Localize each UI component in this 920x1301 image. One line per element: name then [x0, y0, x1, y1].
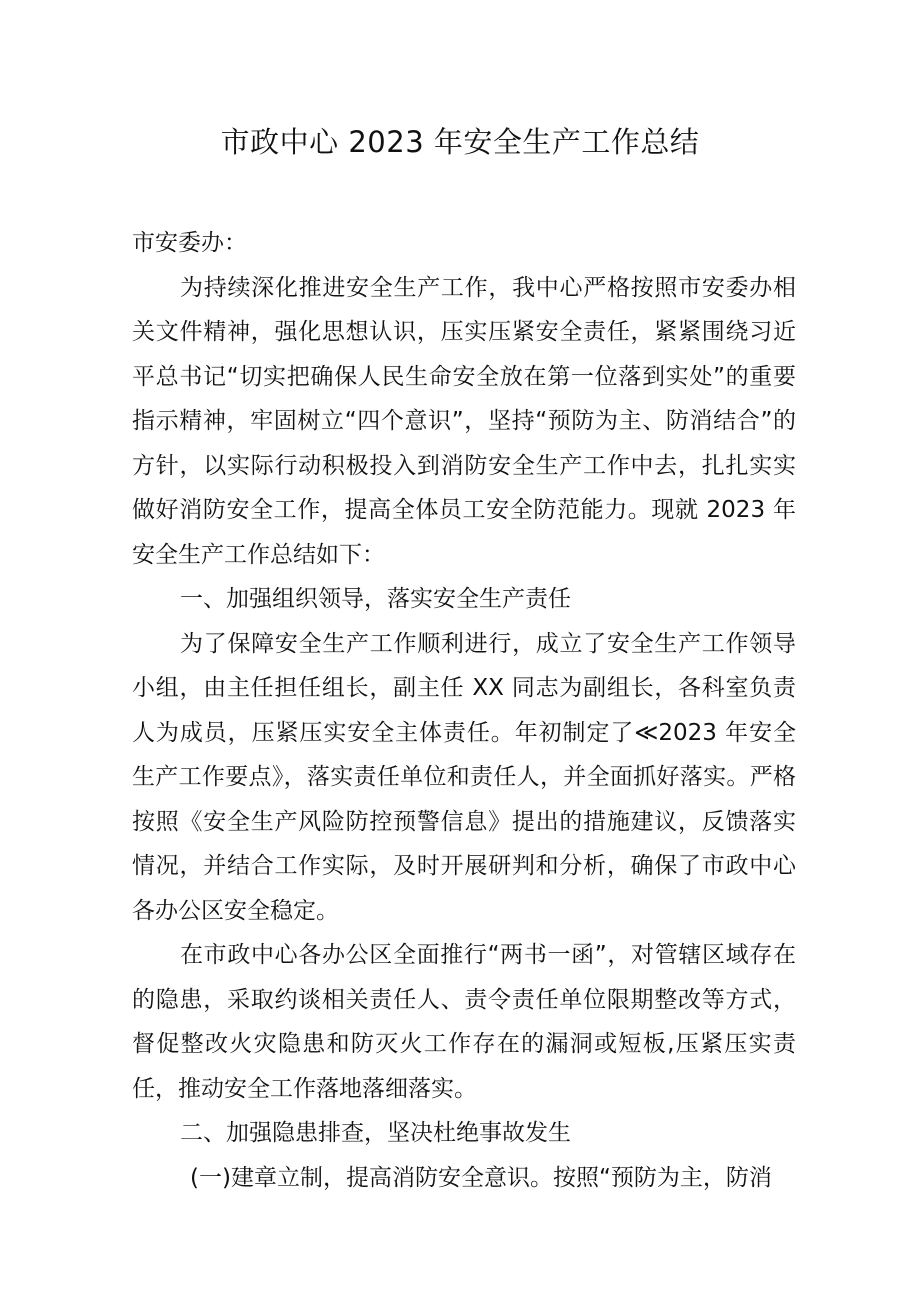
- document-body: [132, 221, 796, 1200]
- subsection-heading-1: (一)建章立制，提高消防安全意识。按照“预防为主，防消: [190, 1164, 772, 1191]
- paragraph-section1-a: 为了保障安全生产工作顺利进行，成立了安全生产工作领导小组，由主任担任组长，副主任 XX 同志为副组长，各科室负责人为成员，压紧压实安全主体责任。年初制定了≪2023 年安全生产工作要点》，落实责任单位和责任人，并全面抓好落实。严格按照《安全生产风险防控预警信息》提出的措施建议，反馈落实情况，并结合工作实际，及时开展研判和分析，确保了市政中心各办公区安全稳定。: [132, 630, 796, 924]
- paragraph-intro: 为持续深化推进安全生产工作，我中心严格按照市安委办相关文件精神，强化思想认识，压实压紧安全责任，紧紧围绕习近平总书记“切实把确保人民生命安全放在第一位落到实处”的重要指示精神，牢固树立“四个意识”，坚持“预防为主、防消结合”的方针，以实际行动积极投入到消防安全生产工作中去，扎扎实实做好消防安全工作，提高全体员工安全防范能力。现就 2023 年安全生产工作总结如下：: [132, 274, 796, 568]
- section-heading-2: 二、加强隐患排查，坚决杜绝事故发生: [180, 1120, 571, 1146]
- paragraph-section1-b: 在市政中心各办公区全面推行“两书一函”，对管辖区域存在的隐患，采取约谈相关责任人、责令责任单位限期整改等方式，督促整改火灾隐患和防灭火工作存在的漏洞或短板,压紧压实责任，推动安全工作落地落细落实。: [132, 942, 796, 1102]
- salutation: 市安委办：: [132, 230, 247, 256]
- section-heading-1: 一、加强组织领导，落实安全生产责任: [180, 586, 571, 612]
- document-title: 市政中心 2023 年安全生产工作总结: [220, 125, 700, 159]
